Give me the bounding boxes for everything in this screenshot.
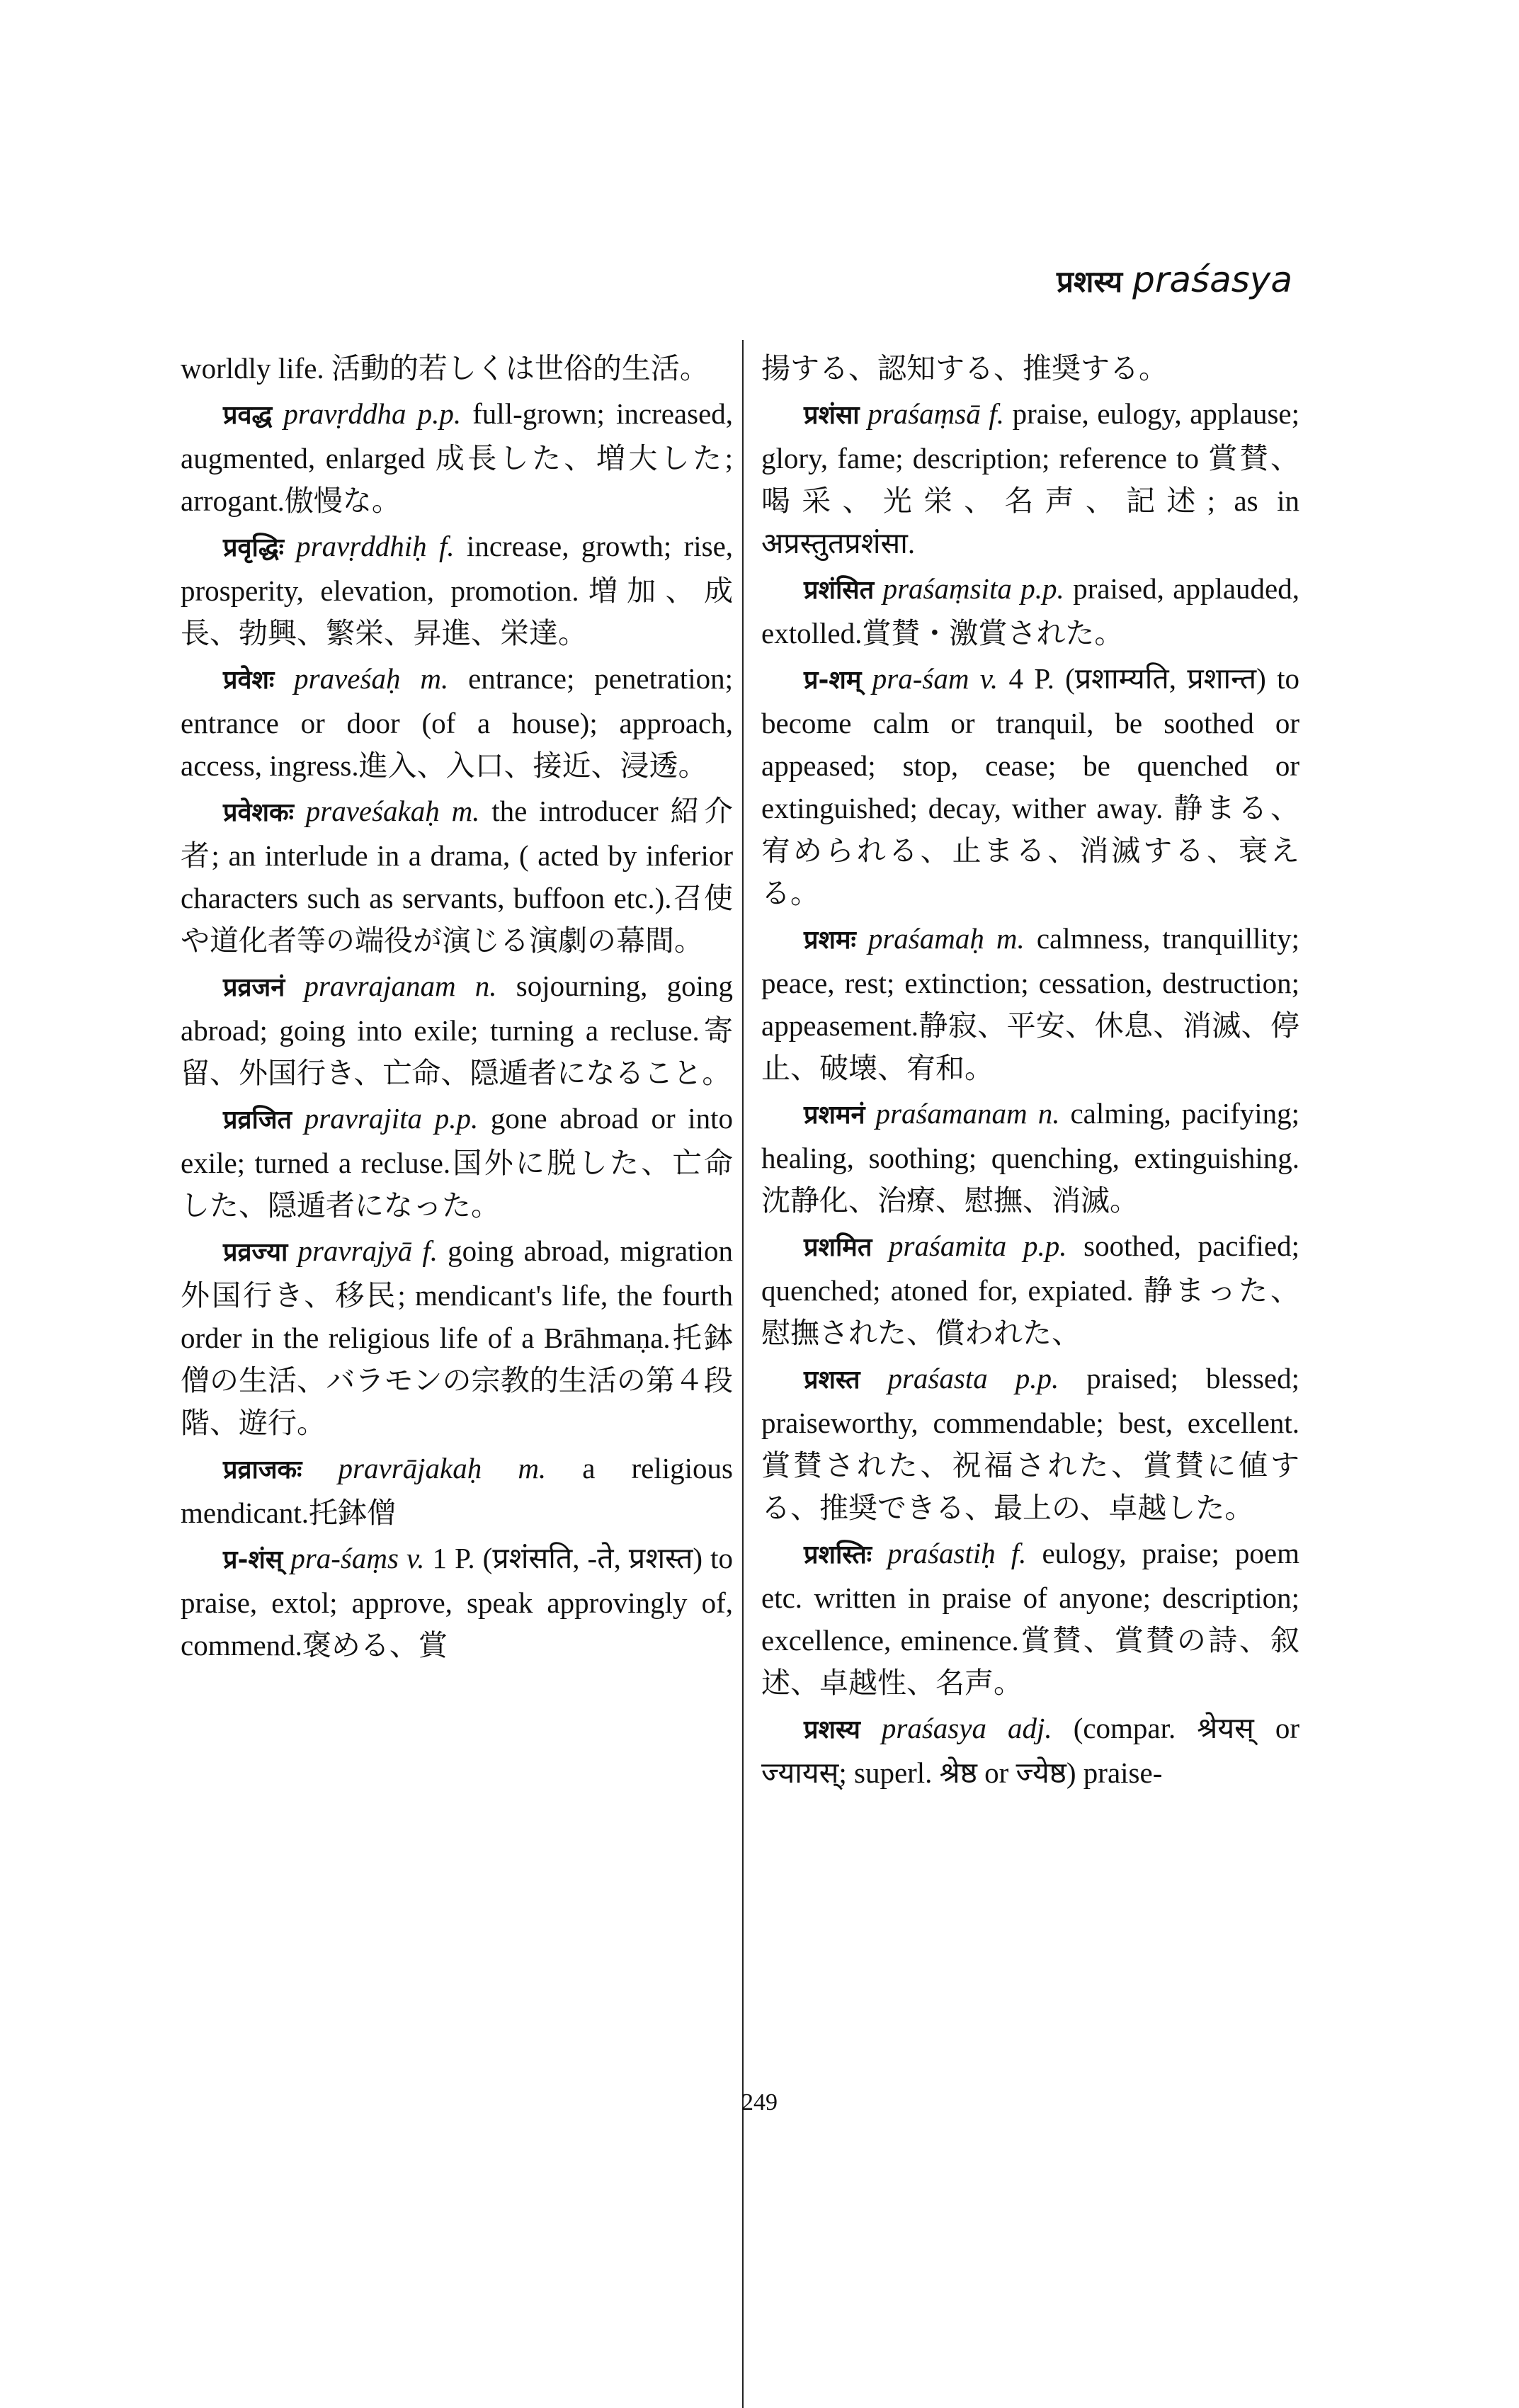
entry-grammar-label: f. <box>1011 1537 1027 1569</box>
entry-transliteration: praśamaḥ <box>867 922 984 955</box>
entry-headword-devanagari: प्र-शम् <box>804 666 862 695</box>
right-column <box>761 347 1299 1797</box>
entry-transliteration: praśamita <box>889 1229 1007 1262</box>
entry-transliteration: pra-śaṃs <box>290 1542 399 1574</box>
entry-definition: gone abroad or into exile; turned a recluse.国外に脱した、亡命した、隠遁者になった。 <box>181 1102 734 1222</box>
entry-headword-devanagari: प्रशस्त <box>804 1365 860 1395</box>
entry-headword-devanagari: प्रशमित <box>804 1233 872 1262</box>
entry-definition: worldly life. 活動的若しくは世俗的生活。 <box>181 352 709 385</box>
entry-grammar-label: f. <box>438 530 455 562</box>
entry-transliteration: praveśakaḥ <box>305 795 440 827</box>
dictionary-entry <box>181 525 733 654</box>
entry-grammar-label: m. <box>451 795 480 827</box>
dictionary-entry <box>761 392 1299 564</box>
entry-definition: going abroad, migration 外国行き、移民; mendicant's life, the fourth order in the religious life of a Brāhmaṇa.托鉢僧の生活、バラモンの宗教的生活の第４段階、遊行。 <box>181 1234 734 1439</box>
entry-grammar-label: p.p. <box>1020 572 1064 605</box>
entry-transliteration: praveśaḥ <box>294 662 401 695</box>
entry-definition: a religious mendicant.托鉢僧 <box>181 1452 734 1529</box>
entry-headword-devanagari: प्रवेशकः <box>223 798 294 827</box>
entry-grammar-label: v. <box>406 1542 425 1574</box>
entry-definition: soothed, pacified; quenched; atoned for, expiated. 静まった、慰撫された、償われた、 <box>761 1229 1299 1349</box>
entry-headword-devanagari: प्रशस्य <box>804 1715 860 1744</box>
entry-definition: 4 P. (प्रशाम्यति, प्रशान्त) to become calm or tranquil, be soothed or appeased; stop, cease; be quenched or extinguished; decay, wither away. 静まる、宥められる、止まる、消滅する、衰える。 <box>761 662 1300 909</box>
headword-transliteration: praśasya <box>1132 259 1292 300</box>
entry-headword-devanagari: प्रव्रजित <box>223 1106 292 1135</box>
left-column <box>181 347 733 1669</box>
entry-definition: eulogy, praise; poem etc. written in praise of anyone; description; excellence, eminence.賞賛、賞賛の詩、叙述、卓越性、名声。 <box>761 1537 1300 1699</box>
entry-grammar-label: m. <box>420 662 449 695</box>
entry-transliteration: praśaṃsita <box>882 572 1012 605</box>
dictionary-entry <box>181 657 733 787</box>
entry-grammar-label: n. <box>474 970 497 1002</box>
entry-transliteration: pravṛddhiḥ <box>296 530 427 562</box>
entry-headword-devanagari: प्रशमः <box>804 926 856 955</box>
dictionary-entry <box>761 1532 1299 1704</box>
entry-transliteration: pravṛddha <box>283 397 406 430</box>
entry-grammar-label: f. <box>989 397 1005 430</box>
entry-definition: 1 P. (प्रशंसति, -ते, प्रशस्त) to praise, extol; approve, speak approvingly of, commend.褒める、賞 <box>181 1542 734 1662</box>
entry-grammar-label: p.p. <box>1023 1229 1067 1262</box>
entry-transliteration: pravrajita <box>304 1102 423 1135</box>
entry-transliteration: praśasta <box>887 1362 988 1395</box>
dictionary-entry <box>181 1097 733 1227</box>
entry-definition: calmness, tranquillity; peace, rest; extinction; cessation, destruction; appeasement.静寂、平安、休息、消滅、停止、破壊、宥和。 <box>761 922 1300 1084</box>
entry-transliteration: pravrajanam <box>304 970 456 1002</box>
entry-transliteration: pravrājakaḥ <box>338 1452 482 1484</box>
dictionary-entry <box>761 1707 1299 1794</box>
entry-headword-devanagari: प्रवेशः <box>223 666 275 695</box>
headword-devanagari: प्रशस्य <box>1056 264 1123 299</box>
entry-grammar-label: p.p. <box>417 397 462 430</box>
dictionary-entry <box>181 1447 733 1534</box>
entry-definition: sojourning, going abroad; going into exile; turning a recluse.寄留、外国行き、亡命、隠遁者になること。 <box>181 970 734 1089</box>
entry-transliteration: praśasya <box>881 1712 986 1744</box>
dictionary-entry <box>761 347 1299 390</box>
entry-transliteration: praśastiḥ <box>887 1537 996 1569</box>
entry-grammar-label: m. <box>996 922 1025 955</box>
entry-grammar-label: v. <box>979 662 999 695</box>
entry-grammar-label: n. <box>1037 1097 1060 1130</box>
entry-definition: increase, growth; rise, prosperity, elevation, promotion.増加、成長、勃興、繁栄、昇進、栄達。 <box>181 530 734 649</box>
dictionary-entry <box>761 1357 1299 1529</box>
entry-grammar-label: m. <box>518 1452 547 1484</box>
entry-definition: 揚する、認知する、推奨する。 <box>761 352 1168 385</box>
dictionary-entry <box>181 392 733 522</box>
entry-definition: entrance; penetration; entrance or door (of a house); approach, access, ingress.進入、入口、接近、浸透。 <box>181 662 734 782</box>
entry-transliteration: praśamanam <box>875 1097 1028 1130</box>
dictionary-entry <box>181 965 733 1094</box>
entry-headword-devanagari: प्रवृद्धिः <box>223 533 284 562</box>
entry-definition: full-grown; increased, augmented, enlarged 成長した、増大した; arrogant.傲慢な。 <box>181 397 734 517</box>
entry-definition: praise, eulogy, applause; glory, fame; description; reference to 賞賛、喝采、光栄、名声、記述; as in अप्रस्तुतप्रशंसा. <box>761 397 1300 560</box>
entry-headword-devanagari: प्र-शंस् <box>223 1545 283 1574</box>
dictionary-entry <box>761 567 1299 654</box>
entry-headword-devanagari: प्रशस्तिः <box>804 1540 872 1569</box>
page-number: 249 <box>741 2089 778 2115</box>
dictionary-entry <box>761 917 1299 1089</box>
entry-headword-devanagari: प्रशंसित <box>804 576 875 605</box>
dictionary-entry <box>181 1229 733 1444</box>
entry-grammar-label: f. <box>422 1234 438 1267</box>
running-headword <box>1056 259 1292 300</box>
entry-grammar-label: p.p. <box>1015 1362 1059 1395</box>
dictionary-entry <box>761 1225 1299 1354</box>
dictionary-entry <box>181 790 733 962</box>
dictionary-entry <box>181 1537 733 1666</box>
entry-grammar-label: p.p. <box>434 1102 479 1135</box>
entry-headword-devanagari: प्रव्रजनं <box>223 973 285 1002</box>
entry-headword-devanagari: प्रशमनं <box>804 1101 865 1130</box>
entry-definition: calming, pacifying; healing, soothing; quenching, extinguishing.沈静化、治療、慰撫、消滅。 <box>761 1097 1300 1217</box>
entry-definition: (compar. श्रेयस् or ज्यायस्; superl. श्रेष्ठ or ज्येष्ठ) praise- <box>761 1712 1300 1789</box>
entry-transliteration: pravrajyā <box>297 1234 413 1267</box>
entry-definition: the introducer 紹介者; an interlude in a drama, ( acted by inferior characters such as servants, buffoon etc.).召使や道化者等の端役が演じる演劇の幕間。 <box>181 795 734 957</box>
entry-headword-devanagari: प्रशंसा <box>804 401 860 430</box>
entry-headword-devanagari: प्रवद्ध <box>223 401 273 430</box>
entry-definition: praised, applauded, extolled.賞賛・激賞された。 <box>761 572 1299 649</box>
entry-definition: praised; blessed; praiseworthy, commendable; best, excellent.賞賛された、祝福された、賞賛に値する、推奨できる、最上の、卓越した。 <box>761 1362 1300 1524</box>
dictionary-entry <box>761 1092 1299 1222</box>
entry-headword-devanagari: प्रव्रज्या <box>223 1238 288 1267</box>
dictionary-entry <box>181 347 733 390</box>
entry-grammar-label: adj. <box>1008 1712 1052 1744</box>
entry-headword-devanagari: प्रव्राजकः <box>223 1455 302 1484</box>
entry-transliteration: praśaṃsā <box>867 397 981 430</box>
entry-transliteration: pra-śam <box>872 662 969 695</box>
dictionary-entry <box>761 657 1299 914</box>
